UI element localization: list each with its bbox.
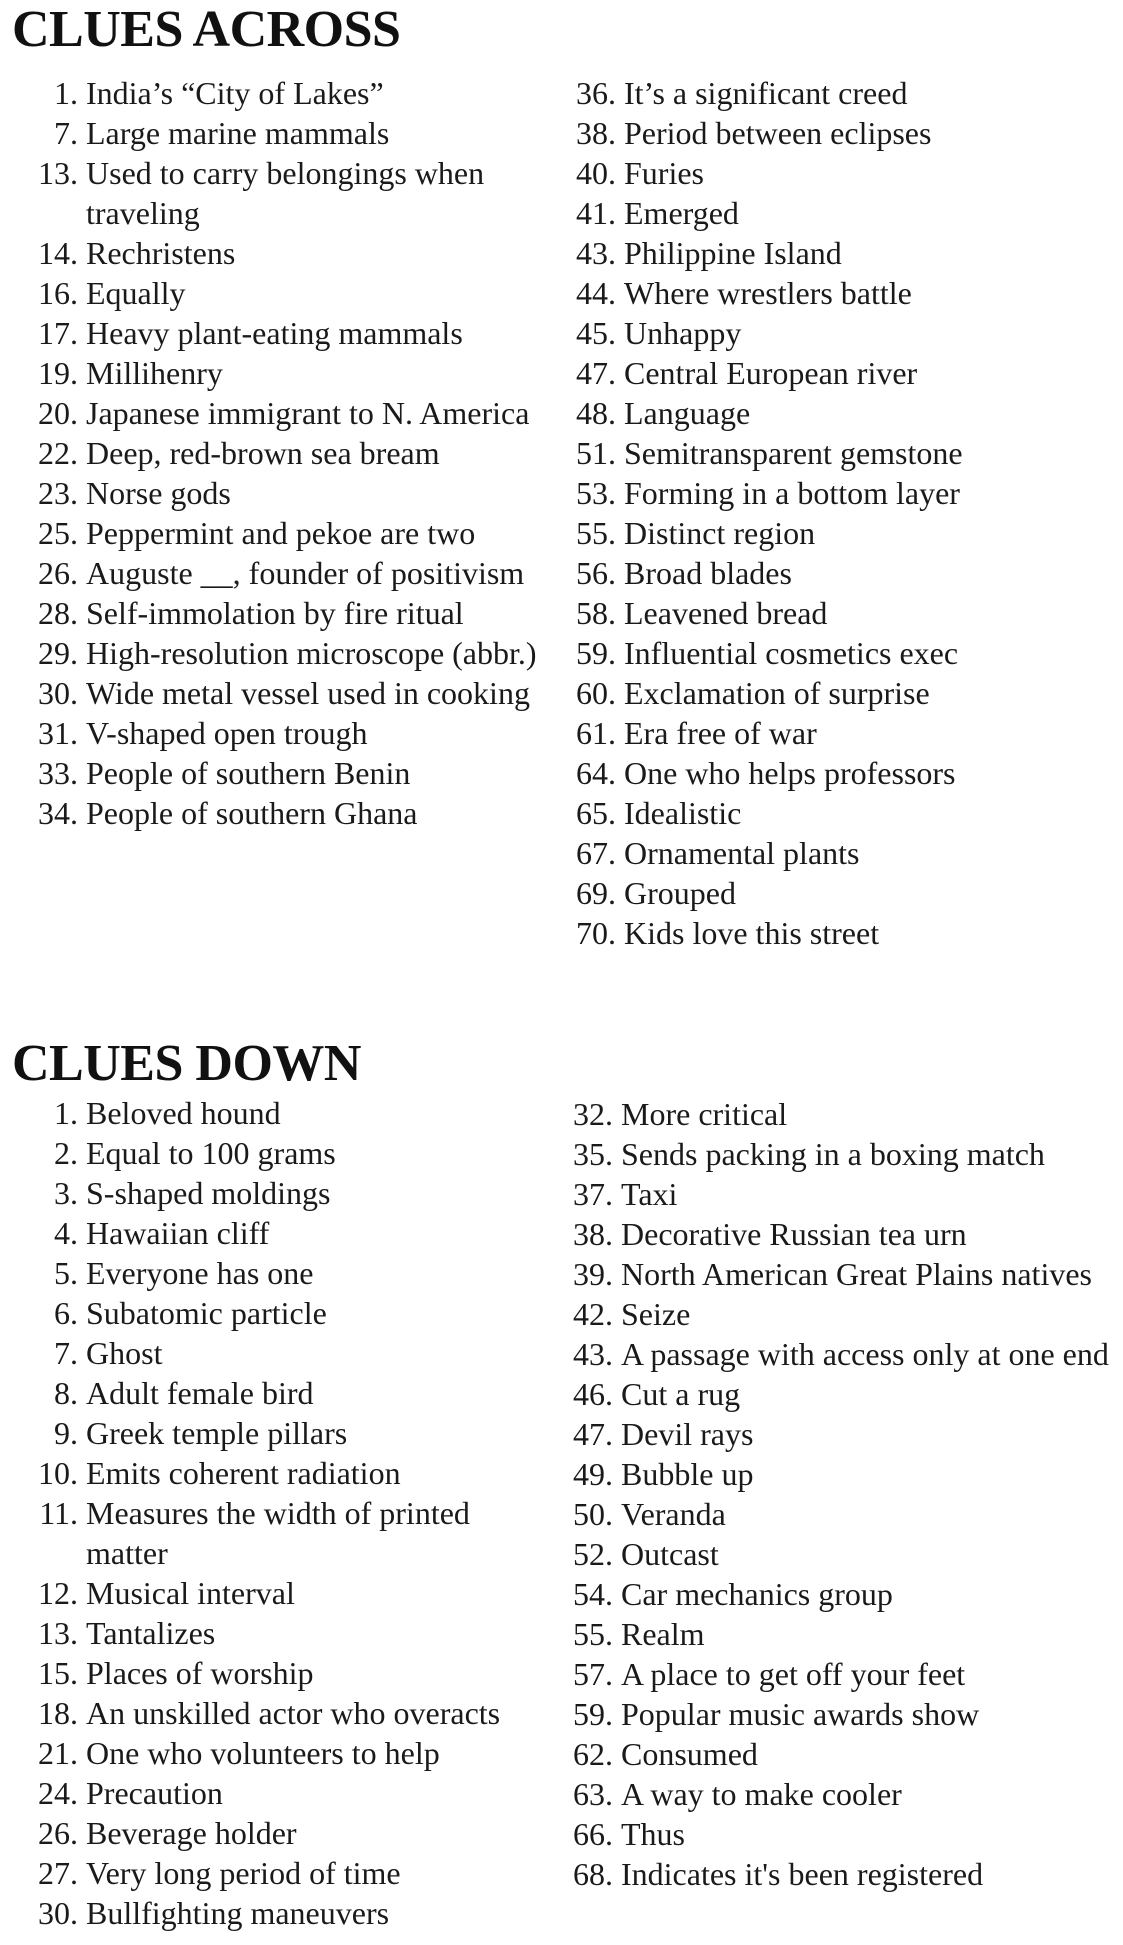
clue-number: 36. — [576, 75, 616, 111]
clue-item — [30, 353, 550, 393]
clue-item — [565, 1254, 1120, 1294]
clue-item — [30, 73, 550, 113]
clue-text: Grouped — [624, 875, 736, 911]
clue-item — [568, 113, 1098, 153]
across-clue-list-left — [30, 73, 550, 833]
clue-text: Leavened bread — [624, 595, 828, 631]
clue-text: Equally — [86, 275, 186, 311]
clue-number: 18. — [38, 1695, 78, 1731]
clue-number: 1. — [54, 75, 78, 111]
clue-text: Very long period of time — [86, 1855, 401, 1891]
clue-number: 57. — [573, 1656, 613, 1692]
clue-text: Realm — [621, 1616, 705, 1652]
clue-item — [565, 1774, 1120, 1814]
clue-text: Precaution — [86, 1775, 223, 1811]
clue-item — [565, 1134, 1120, 1174]
clue-item — [565, 1094, 1120, 1134]
clue-number: 66. — [573, 1816, 613, 1852]
clue-text: Sends packing in a boxing match — [621, 1136, 1045, 1172]
clue-item — [568, 233, 1098, 273]
clue-item — [30, 1373, 550, 1413]
clue-text: Philippine Island — [624, 235, 842, 271]
clue-text: Popular music awards show — [621, 1696, 980, 1732]
clue-number: 63. — [573, 1776, 613, 1812]
clue-item — [568, 473, 1098, 513]
clue-number: 46. — [573, 1376, 613, 1412]
clue-text: Ghost — [86, 1335, 163, 1371]
clue-text: Forming in a bottom layer — [624, 475, 960, 511]
clue-item — [30, 1613, 550, 1653]
clue-item — [30, 713, 550, 753]
clue-number: 40. — [576, 155, 616, 191]
clue-number: 24. — [38, 1775, 78, 1811]
clue-number: 50. — [573, 1496, 613, 1532]
clue-text: Cut a rug — [621, 1376, 741, 1412]
clue-item — [30, 1653, 550, 1693]
clue-item — [568, 753, 1098, 793]
down-clue-list-right — [565, 1094, 1120, 1894]
clues-down-heading: CLUES DOWN — [12, 1035, 361, 1092]
clue-item — [565, 1694, 1120, 1734]
clue-item — [568, 633, 1098, 673]
clue-item — [565, 1654, 1120, 1694]
clue-number: 54. — [573, 1576, 613, 1612]
clue-number: 70. — [576, 915, 616, 951]
clue-item — [565, 1294, 1120, 1334]
clue-item — [30, 1453, 550, 1493]
clue-item — [568, 873, 1098, 913]
clue-number: 67. — [576, 835, 616, 871]
clue-text: It’s a significant creed — [624, 75, 908, 111]
clue-item — [30, 393, 550, 433]
clue-number: 32. — [573, 1096, 613, 1132]
clue-number: 19. — [38, 355, 78, 391]
clue-item — [30, 1693, 550, 1733]
clue-item — [30, 1893, 550, 1933]
clue-number: 41. — [576, 195, 616, 231]
clue-item — [30, 273, 550, 313]
clue-item — [30, 793, 550, 833]
clue-item — [30, 1733, 550, 1773]
clue-number: 12. — [38, 1575, 78, 1611]
clue-text: Period between eclipses — [624, 115, 932, 151]
clue-number: 1. — [54, 1095, 78, 1131]
clue-item — [568, 793, 1098, 833]
clue-item — [565, 1214, 1120, 1254]
clue-text: India’s “City of Lakes” — [86, 75, 384, 111]
clue-text: Used to carry belongings when traveling — [86, 155, 485, 231]
clue-number: 51. — [576, 435, 616, 471]
clue-number: 5. — [54, 1255, 78, 1291]
clue-number: 48. — [576, 395, 616, 431]
clue-item — [568, 673, 1098, 713]
across-clue-list-right — [568, 73, 1098, 953]
clue-number: 47. — [576, 355, 616, 391]
clue-text: Central European river — [624, 355, 918, 391]
clue-text: Tantalizes — [86, 1615, 216, 1651]
clue-number: 53. — [576, 475, 616, 511]
clue-item — [568, 193, 1098, 233]
clue-number: 35. — [573, 1136, 613, 1172]
clue-number: 69. — [576, 875, 616, 911]
clue-number: 30. — [38, 675, 78, 711]
clue-number: 64. — [576, 755, 616, 791]
clue-number: 10. — [38, 1455, 78, 1491]
clue-number: 44. — [576, 275, 616, 311]
clue-text: Car mechanics group — [621, 1576, 893, 1612]
clue-text: High-resolution microscope (abbr.) — [86, 635, 537, 671]
clue-item — [30, 153, 550, 233]
clue-number: 2. — [54, 1135, 78, 1171]
clue-number: 52. — [573, 1536, 613, 1572]
clue-text: A way to make cooler — [621, 1776, 902, 1812]
clue-number: 21. — [38, 1735, 78, 1771]
clue-number: 42. — [573, 1296, 613, 1332]
clue-text: More critical — [621, 1096, 788, 1132]
clue-text: Idealistic — [624, 795, 742, 831]
clue-number: 4. — [54, 1215, 78, 1251]
clue-number: 9. — [54, 1415, 78, 1451]
clue-number: 55. — [576, 515, 616, 551]
clue-text: Veranda — [621, 1496, 726, 1532]
clue-item — [568, 353, 1098, 393]
clue-text: Beloved hound — [86, 1095, 281, 1131]
clue-text: Influential cosmetics exec — [624, 635, 959, 671]
clues-across-heading: CLUES ACROSS — [12, 1, 401, 58]
clue-text: Kids love this street — [624, 915, 880, 951]
clue-item — [568, 713, 1098, 753]
clue-number: 27. — [38, 1855, 78, 1891]
clue-text: One who volunteers to help — [86, 1735, 440, 1771]
clue-number: 65. — [576, 795, 616, 831]
clue-item — [565, 1494, 1120, 1534]
clue-text: Consumed — [621, 1736, 758, 1772]
clue-number: 49. — [573, 1456, 613, 1492]
clue-number: 11. — [39, 1495, 78, 1531]
clue-item — [565, 1534, 1120, 1574]
clue-number: 26. — [38, 555, 78, 591]
clue-number: 47. — [573, 1416, 613, 1452]
clue-number: 16. — [38, 275, 78, 311]
clue-number: 8. — [54, 1375, 78, 1411]
clue-item — [568, 393, 1098, 433]
clue-number: 23. — [38, 475, 78, 511]
clue-text: A place to get off your feet — [621, 1656, 966, 1692]
clue-text: Bubble up — [621, 1456, 754, 1492]
clue-number: 38. — [573, 1216, 613, 1252]
clue-text: Japanese immigrant to N. America — [86, 395, 530, 431]
clue-text: Unhappy — [624, 315, 742, 351]
clue-text: Adult female bird — [86, 1375, 314, 1411]
clue-text: S-shaped moldings — [86, 1175, 331, 1211]
clue-item — [30, 1093, 550, 1133]
clue-text: Rechristens — [86, 235, 236, 271]
clue-item — [30, 593, 550, 633]
clue-text: Emits coherent radiation — [86, 1455, 401, 1491]
clue-item — [30, 513, 550, 553]
clue-item — [30, 633, 550, 673]
clue-text: Large marine mammals — [86, 115, 390, 151]
clue-number: 43. — [573, 1336, 613, 1372]
clue-number: 55. — [573, 1616, 613, 1652]
clue-number: 37. — [573, 1176, 613, 1212]
clue-item — [30, 1213, 550, 1253]
clue-number: 43. — [576, 235, 616, 271]
clue-text: Beverage holder — [86, 1815, 297, 1851]
clue-item — [565, 1414, 1120, 1454]
clue-item — [568, 513, 1098, 553]
clue-number: 26. — [38, 1815, 78, 1851]
clue-item — [565, 1374, 1120, 1414]
clue-text: Furies — [624, 155, 704, 191]
clue-text: Outcast — [621, 1536, 719, 1572]
clue-number: 29. — [38, 635, 78, 671]
clue-item — [30, 1253, 550, 1293]
clue-number: 38. — [576, 115, 616, 151]
clue-item — [30, 233, 550, 273]
clue-item — [30, 1853, 550, 1893]
clue-item — [30, 1413, 550, 1453]
clue-number: 7. — [54, 115, 78, 151]
down-clue-list-left — [30, 1093, 550, 1933]
clue-text: Measures the width of printed matter — [86, 1495, 470, 1571]
clue-text: Everyone has one — [86, 1255, 314, 1291]
clue-number: 22. — [38, 435, 78, 471]
clue-text: Subatomic particle — [86, 1295, 327, 1331]
clue-text: People of southern Ghana — [86, 795, 418, 831]
clue-text: Seize — [621, 1296, 691, 1332]
clue-item — [568, 433, 1098, 473]
clue-item — [565, 1574, 1120, 1614]
clue-item — [30, 1773, 550, 1813]
clue-number: 60. — [576, 675, 616, 711]
clue-item — [30, 433, 550, 473]
clue-number: 17. — [38, 315, 78, 351]
clue-number: 28. — [38, 595, 78, 631]
clue-text: People of southern Benin — [86, 755, 411, 791]
clue-item — [565, 1334, 1120, 1374]
clue-item — [30, 313, 550, 353]
clue-number: 68. — [573, 1856, 613, 1892]
clue-item — [568, 553, 1098, 593]
clue-number: 30. — [38, 1895, 78, 1931]
clue-text: Thus — [621, 1816, 685, 1852]
clue-number: 20. — [38, 395, 78, 431]
clue-number: 34. — [38, 795, 78, 831]
clue-number: 15. — [38, 1655, 78, 1691]
clue-text: Peppermint and pekoe are two — [86, 515, 476, 551]
clue-item — [568, 313, 1098, 353]
clue-item — [568, 913, 1098, 953]
clue-item — [30, 753, 550, 793]
clue-item — [565, 1734, 1120, 1774]
clue-number: 3. — [54, 1175, 78, 1211]
clue-text: Semitransparent gemstone — [624, 435, 963, 471]
clue-number: 61. — [576, 715, 616, 751]
clue-text: Taxi — [621, 1176, 678, 1212]
clue-number: 31. — [38, 715, 78, 751]
clue-text: V-shaped open trough — [86, 715, 368, 751]
clue-item — [30, 1813, 550, 1853]
clue-text: One who helps professors — [624, 755, 956, 791]
clue-item — [565, 1614, 1120, 1654]
clue-text: Places of worship — [86, 1655, 314, 1691]
clue-item — [568, 73, 1098, 113]
clue-item — [568, 593, 1098, 633]
clue-item — [30, 113, 550, 153]
clue-number: 62. — [573, 1736, 613, 1772]
clue-text: Greek temple pillars — [86, 1415, 348, 1451]
clue-text: Heavy plant-eating mammals — [86, 315, 463, 351]
clue-text: North American Great Plains natives — [621, 1256, 1092, 1292]
clue-item — [568, 833, 1098, 873]
clue-number: 58. — [576, 595, 616, 631]
clue-number: 45. — [576, 315, 616, 351]
clue-item — [30, 473, 550, 513]
clue-number: 6. — [54, 1295, 78, 1331]
clue-text: Auguste __, founder of positivism — [86, 555, 525, 591]
clue-text: Bullfighting maneuvers — [86, 1895, 390, 1931]
clue-number: 56. — [576, 555, 616, 591]
clue-text: Exclamation of surprise — [624, 675, 930, 711]
clue-item — [30, 1493, 550, 1573]
clue-text: Devil rays — [621, 1416, 754, 1452]
clue-item — [565, 1814, 1120, 1854]
clue-number: 39. — [573, 1256, 613, 1292]
clue-text: Language — [624, 395, 751, 431]
clue-number: 14. — [38, 235, 78, 271]
clue-number: 59. — [576, 635, 616, 671]
clue-text: Era free of war — [624, 715, 817, 751]
clue-text: Where wrestlers battle — [624, 275, 912, 311]
clue-item — [30, 553, 550, 593]
clue-number: 33. — [38, 755, 78, 791]
clue-item — [30, 1173, 550, 1213]
clue-item — [565, 1174, 1120, 1214]
clue-item — [30, 673, 550, 713]
clue-item — [30, 1333, 550, 1373]
clue-text: An unskilled actor who overacts — [86, 1695, 501, 1731]
clue-item — [565, 1454, 1120, 1494]
clue-text: A passage with access only at one end — [621, 1336, 1109, 1372]
clue-number: 13. — [38, 155, 78, 191]
clue-text: Self-immolation by fire ritual — [86, 595, 464, 631]
clue-text: Indicates it's been registered — [621, 1856, 984, 1892]
clue-text: Emerged — [624, 195, 739, 231]
clue-text: Wide metal vessel used in cooking — [86, 675, 530, 711]
clue-text: Ornamental plants — [624, 835, 860, 871]
clue-text: Decorative Russian tea urn — [621, 1216, 967, 1252]
clue-item — [30, 1133, 550, 1173]
clue-text: Equal to 100 grams — [86, 1135, 336, 1171]
clue-item — [565, 1854, 1120, 1894]
clue-item — [30, 1293, 550, 1333]
clue-text: Millihenry — [86, 355, 223, 391]
clue-item — [30, 1573, 550, 1613]
clue-text: Musical interval — [86, 1575, 295, 1611]
clue-number: 7. — [54, 1335, 78, 1371]
clue-item — [568, 153, 1098, 193]
clue-text: Distinct region — [624, 515, 816, 551]
clue-text: Broad blades — [624, 555, 792, 591]
clue-text: Deep, red-brown sea bream — [86, 435, 440, 471]
clue-text: Hawaiian cliff — [86, 1215, 270, 1251]
clue-item — [568, 273, 1098, 313]
clue-number: 13. — [38, 1615, 78, 1651]
clue-number: 25. — [38, 515, 78, 551]
clue-number: 59. — [573, 1696, 613, 1732]
clue-text: Norse gods — [86, 475, 231, 511]
